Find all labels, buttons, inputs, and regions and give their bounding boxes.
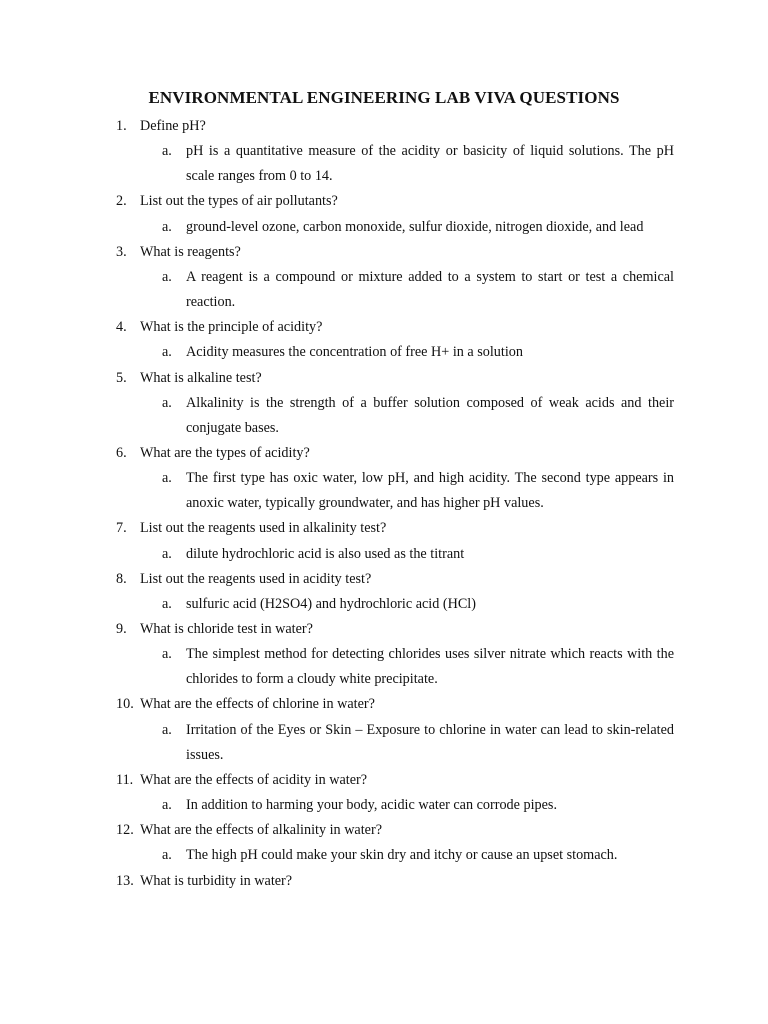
question-text: List out the types of air pollutants? [140, 193, 338, 210]
answer-item [0, 215, 768, 240]
answer-text: Irritation of the Eyes or Skin – Exposure to chlorine in water can lead to skin-related issues. [186, 721, 674, 763]
answer-letter: a. [162, 646, 172, 663]
answer-letter: a. [162, 595, 172, 612]
question-number: 4. [116, 319, 127, 336]
question-text: List out the reagents used in acidity test? [140, 570, 372, 587]
question-text: List out the reagents used in alkalinity test? [140, 520, 387, 537]
question-text: Define pH? [140, 118, 206, 134]
question-item [0, 516, 768, 541]
answer-letter: a. [162, 470, 172, 487]
answer-letter: a. [162, 394, 172, 411]
answer-item [0, 642, 768, 692]
answer-item [0, 139, 768, 189]
question-text: What is the principle of acidity? [140, 319, 323, 336]
question-item [0, 617, 768, 642]
answer-text: dilute hydrochloric acid is also used as the titrant [186, 545, 465, 562]
answer-text: Alkalinity is the strength of a buffer solution composed of weak acids and their conjugate bases. [186, 394, 674, 436]
question-number: 6. [116, 444, 127, 461]
question-item [0, 366, 768, 391]
answer-letter: a. [162, 218, 172, 235]
question-number: 1. [116, 118, 127, 134]
question-item [0, 818, 768, 843]
question-number: 3. [116, 243, 127, 260]
answer-letter: a. [162, 268, 172, 285]
question-text: What are the effects of chlorine in water? [140, 696, 375, 713]
question-number: 13. [116, 872, 134, 889]
answer-letter: a. [162, 344, 172, 361]
answer-text: The simplest method for detecting chlorides uses silver nitrate which reacts with the chlorides to form a cloudy white precipitate. [186, 646, 674, 688]
answer-item [0, 340, 768, 365]
question-item [0, 567, 768, 592]
question-item [0, 441, 768, 466]
question-number: 12. [116, 822, 134, 839]
question-item [0, 240, 768, 265]
answer-letter: a. [162, 797, 172, 814]
answer-text: In addition to harming your body, acidic water can corrode pipes. [186, 797, 557, 814]
answer-text: A reagent is a compound or mixture added to a system to start or test a chemical reaction. [186, 268, 674, 311]
question-text: What is turbidity in water? [140, 872, 293, 889]
question-text: What are the effects of acidity in water? [140, 771, 368, 788]
answer-letter: a. [162, 143, 172, 160]
answer-item [0, 592, 768, 617]
answer-text: The high pH could make your skin dry and itchy or cause an upset stomach. [186, 847, 618, 864]
question-number: 10. [116, 696, 134, 713]
question-item [0, 768, 768, 793]
answer-text: pH is a quantitative measure of the acidity or basicity of liquid solutions. The pH scale ranges from 0 to 14. [186, 143, 674, 185]
answer-item [0, 466, 768, 516]
question-text: What is reagents? [140, 243, 241, 260]
question-text: What is chloride test in water? [140, 621, 313, 637]
question-item [0, 189, 768, 214]
answer-letter: a. [162, 721, 172, 738]
answer-item [0, 391, 768, 441]
answer-letter: a. [162, 545, 172, 562]
answer-text: ground-level ozone, carbon monoxide, sulfur dioxide, nitrogen dioxide, and lead [186, 218, 644, 235]
answer-letter: a. [162, 847, 172, 864]
question-item [0, 315, 768, 340]
answer-text: sulfuric acid (H2SO4) and hydrochloric acid (HCl) [186, 595, 476, 612]
question-number: 11. [116, 771, 134, 788]
question-text: What is alkaline test? [140, 369, 262, 386]
question-item [0, 869, 768, 894]
answer-item [0, 793, 768, 818]
question-text: What are the types of acidity? [140, 444, 310, 461]
question-item [0, 692, 768, 717]
answer-item [0, 542, 768, 567]
answer-text: The first type has oxic water, low pH, and high acidity. The second type appears in anoxic water, typically groundwater, and has higher pH values. [186, 470, 674, 512]
page-title: ENVIRONMENTAL ENGINEERING LAB VIVA QUESTIONS [148, 88, 620, 107]
question-text: What are the effects of alkalinity in water? [140, 822, 382, 839]
answer-item [0, 718, 768, 768]
question-number: 5. [116, 369, 127, 386]
question-item [0, 114, 768, 139]
answer-text: Acidity measures the concentration of free H+ in a solution [186, 344, 523, 361]
question-list [0, 114, 768, 894]
question-number: 2. [116, 193, 127, 210]
question-number: 7. [116, 520, 127, 537]
answer-item [0, 843, 768, 868]
question-number: 9. [116, 621, 127, 637]
question-number: 8. [116, 570, 127, 587]
answer-item [0, 265, 768, 315]
